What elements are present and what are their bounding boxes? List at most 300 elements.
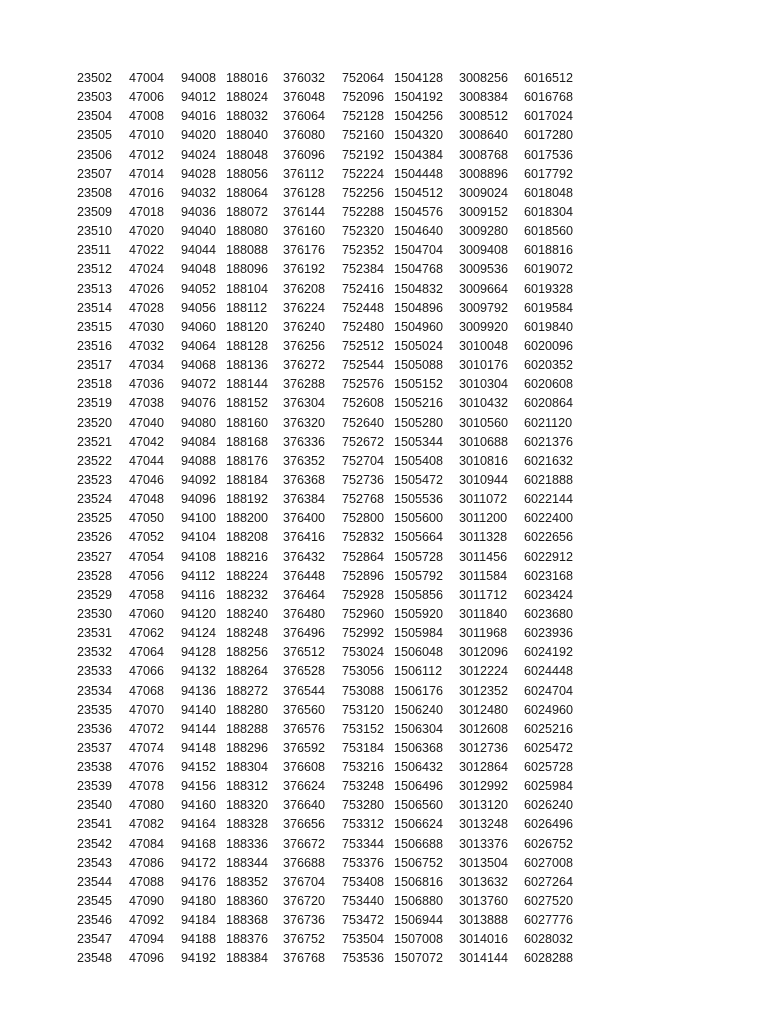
table-cell: 94112 xyxy=(181,568,216,583)
table-cell: 3012352 xyxy=(459,683,509,698)
table-cell: 3008512 xyxy=(459,109,509,124)
table-cell: 376080 xyxy=(283,128,326,143)
table-cell: 1505216 xyxy=(394,396,444,411)
table-cell: 47014 xyxy=(129,166,165,181)
table-cell: 753152 xyxy=(342,721,385,736)
table-cell: 47040 xyxy=(129,415,165,430)
table-cell: 23530 xyxy=(77,606,113,621)
table-cell: 1506240 xyxy=(394,702,444,717)
table-cell: 752896 xyxy=(342,568,385,583)
table-cell: 1504192 xyxy=(394,90,444,105)
table-cell: 1506688 xyxy=(394,836,444,851)
table-cell: 376448 xyxy=(283,568,326,583)
table-cell: 1504704 xyxy=(394,243,444,258)
table-cell: 3010304 xyxy=(459,377,509,392)
table-cell: 188120 xyxy=(226,319,269,334)
table-cell: 753088 xyxy=(342,683,385,698)
table-cell: 94016 xyxy=(181,109,217,124)
table-cell: 47024 xyxy=(129,262,165,277)
table-row xyxy=(0,624,768,643)
table-cell: 6021376 xyxy=(524,434,574,449)
table-cell: 94120 xyxy=(181,606,217,621)
table-cell: 23505 xyxy=(77,128,113,143)
table-cell: 1506560 xyxy=(394,798,444,813)
table-cell: 188224 xyxy=(226,568,269,583)
table-cell: 94104 xyxy=(181,530,217,545)
table-cell: 1505984 xyxy=(394,626,444,641)
table-cell: 47028 xyxy=(129,300,165,315)
table-cell: 1504960 xyxy=(394,319,444,334)
table-cell: 376240 xyxy=(283,319,326,334)
table-row xyxy=(0,548,768,567)
table-cell: 3010816 xyxy=(459,453,509,468)
table-cell: 94192 xyxy=(181,951,217,966)
table-cell: 3010944 xyxy=(459,472,509,487)
table-cell: 188040 xyxy=(226,128,269,143)
table-cell: 3008256 xyxy=(459,71,509,85)
table-cell: 3012736 xyxy=(459,740,509,755)
table-cell: 376768 xyxy=(283,951,326,966)
table-cell: 752128 xyxy=(342,109,385,124)
table-cell: 94160 xyxy=(181,798,217,813)
table-cell: 6022144 xyxy=(524,492,574,507)
table-cell: 1506816 xyxy=(394,874,444,889)
table-cell: 6022400 xyxy=(524,511,574,526)
table-cell: 6028032 xyxy=(524,932,574,947)
table-cell: 47058 xyxy=(129,587,165,602)
table-cell: 1507008 xyxy=(394,932,444,947)
table-cell: 376320 xyxy=(283,415,326,430)
table-cell: 6021632 xyxy=(524,453,574,468)
table-row xyxy=(0,414,768,433)
table-cell: 188032 xyxy=(226,109,269,124)
table-row xyxy=(0,88,768,107)
table-row xyxy=(0,586,768,605)
table-cell: 1505536 xyxy=(394,492,444,507)
table-cell: 6017536 xyxy=(524,147,574,162)
table-cell: 3011712 xyxy=(459,587,508,602)
table-cell: 753376 xyxy=(342,855,385,870)
table-cell: 1505600 xyxy=(394,511,444,526)
table-cell: 1505408 xyxy=(394,453,444,468)
table-cell: 1504896 xyxy=(394,300,444,315)
table-cell: 753536 xyxy=(342,951,385,966)
table-cell: 752800 xyxy=(342,511,385,526)
table-cell: 6025728 xyxy=(524,760,574,775)
table-cell: 1507072 xyxy=(394,951,444,966)
table-row xyxy=(0,337,768,356)
table-cell: 47034 xyxy=(129,358,165,373)
table-cell: 1505728 xyxy=(394,549,444,564)
table-cell: 376144 xyxy=(283,204,326,219)
table-cell: 94056 xyxy=(181,300,217,315)
table-cell: 94068 xyxy=(181,358,217,373)
table-cell: 376064 xyxy=(283,109,326,124)
table-cell: 752768 xyxy=(342,492,385,507)
table-cell: 3009408 xyxy=(459,243,509,258)
table-cell: 3009280 xyxy=(459,224,509,239)
table-cell: 23541 xyxy=(77,817,113,832)
table-cell: 188352 xyxy=(226,874,269,889)
table-cell: 23511 xyxy=(77,243,112,258)
table-cell: 753312 xyxy=(342,817,385,832)
table-cell: 6022656 xyxy=(524,530,574,545)
table-cell: 752608 xyxy=(342,396,385,411)
table-cell: 1504512 xyxy=(394,185,444,200)
table-cell: 6026240 xyxy=(524,798,574,813)
table-cell: 376528 xyxy=(283,664,326,679)
table-cell: 23546 xyxy=(77,913,113,928)
table-cell: 753440 xyxy=(342,894,385,909)
table-cell: 376128 xyxy=(283,185,326,200)
table-row xyxy=(0,203,768,222)
table-cell: 6021888 xyxy=(524,472,574,487)
table-cell: 188376 xyxy=(226,932,269,947)
table-cell: 94064 xyxy=(181,338,217,353)
table-cell: 47068 xyxy=(129,683,165,698)
table-row xyxy=(0,854,768,873)
table-row xyxy=(0,280,768,299)
table-row xyxy=(0,509,768,528)
table-cell: 188288 xyxy=(226,721,269,736)
table-row xyxy=(0,471,768,490)
table-cell: 188248 xyxy=(226,626,269,641)
table-cell: 3013120 xyxy=(459,798,509,813)
table-cell: 1505664 xyxy=(394,530,444,545)
table-cell: 752352 xyxy=(342,243,385,258)
table-cell: 3011584 xyxy=(459,568,508,583)
table-cell: 23519 xyxy=(77,396,113,411)
table-cell: 6025472 xyxy=(524,740,574,755)
table-cell: 23512 xyxy=(77,262,113,277)
table-cell: 47036 xyxy=(129,377,165,392)
table-cell: 6018304 xyxy=(524,204,574,219)
table-cell: 752480 xyxy=(342,319,385,334)
table-cell: 188064 xyxy=(226,185,269,200)
table-cell: 376688 xyxy=(283,855,326,870)
table-cell: 94040 xyxy=(181,224,217,239)
table-cell: 47050 xyxy=(129,511,165,526)
table-cell: 3009152 xyxy=(459,204,509,219)
table-cell: 94140 xyxy=(181,702,217,717)
table-cell: 1506944 xyxy=(394,913,444,928)
table-row xyxy=(0,815,768,834)
table-cell: 376224 xyxy=(283,300,326,315)
table-cell: 23503 xyxy=(77,90,113,105)
table-cell: 23535 xyxy=(77,702,113,717)
table-cell: 376720 xyxy=(283,894,326,909)
table-cell: 752704 xyxy=(342,453,385,468)
table-cell: 376576 xyxy=(283,721,326,736)
table-cell: 6023424 xyxy=(524,587,574,602)
table-cell: 94148 xyxy=(181,740,217,755)
table-cell: 47086 xyxy=(129,855,165,870)
table-cell: 94172 xyxy=(181,855,217,870)
table-cell: 94144 xyxy=(181,721,217,736)
table-cell: 188304 xyxy=(226,760,269,775)
table-cell: 752544 xyxy=(342,358,385,373)
table-cell: 188056 xyxy=(226,166,269,181)
table-cell: 1504256 xyxy=(394,109,444,124)
table-cell: 47088 xyxy=(129,874,165,889)
table-cell: 376512 xyxy=(283,645,326,660)
table-cell: 94032 xyxy=(181,185,217,200)
table-row xyxy=(0,777,768,796)
table-cell: 376416 xyxy=(283,530,326,545)
table-cell: 1506624 xyxy=(394,817,444,832)
table-cell: 3011840 xyxy=(459,606,508,621)
table-cell: 376368 xyxy=(283,472,326,487)
table-cell: 752448 xyxy=(342,300,385,315)
table-cell: 1506176 xyxy=(394,683,444,698)
table-cell: 47072 xyxy=(129,721,165,736)
table-cell: 23532 xyxy=(77,645,113,660)
table-cell: 752192 xyxy=(342,147,385,162)
table-cell: 752960 xyxy=(342,606,385,621)
table-cell: 6027264 xyxy=(524,874,574,889)
table-cell: 6016768 xyxy=(524,90,574,105)
table-row xyxy=(0,528,768,547)
table-cell: 376464 xyxy=(283,587,326,602)
table-cell: 47030 xyxy=(129,319,165,334)
table-cell: 94188 xyxy=(181,932,217,947)
table-cell: 752736 xyxy=(342,472,385,487)
table-cell: 1504640 xyxy=(394,224,444,239)
table-cell: 3012480 xyxy=(459,702,509,717)
table-cell: 3013376 xyxy=(459,836,509,851)
table-cell: 3009536 xyxy=(459,262,509,277)
table-cell: 188160 xyxy=(226,415,269,430)
table-cell: 752384 xyxy=(342,262,385,277)
table-cell: 23545 xyxy=(77,894,113,909)
table-cell: 23542 xyxy=(77,836,113,851)
table-cell: 47078 xyxy=(129,779,165,794)
table-cell: 47090 xyxy=(129,894,165,909)
table-cell: 6023168 xyxy=(524,568,574,583)
table-cell: 3008640 xyxy=(459,128,509,143)
table-cell: 376704 xyxy=(283,874,326,889)
table-cell: 752064 xyxy=(342,71,385,85)
table-cell: 3010432 xyxy=(459,396,509,411)
table-cell: 94088 xyxy=(181,453,217,468)
table-cell: 94100 xyxy=(181,511,217,526)
table-cell: 6020352 xyxy=(524,358,574,373)
table-row xyxy=(0,260,768,279)
table-cell: 6027008 xyxy=(524,855,574,870)
table-cell: 6018048 xyxy=(524,185,574,200)
table-cell: 1504384 xyxy=(394,147,444,162)
table-cell: 3014144 xyxy=(459,951,509,966)
table-cell: 188112 xyxy=(226,300,268,315)
table-cell: 94116 xyxy=(181,587,216,602)
table-cell: 23516 xyxy=(77,338,113,353)
table-cell: 6022912 xyxy=(524,549,574,564)
table-cell: 23548 xyxy=(77,951,113,966)
table-cell: 752864 xyxy=(342,549,385,564)
table-cell: 1505856 xyxy=(394,587,444,602)
table-cell: 94132 xyxy=(181,664,217,679)
table-cell: 188128 xyxy=(226,338,269,353)
table-cell: 23504 xyxy=(77,109,113,124)
table-cell: 3012992 xyxy=(459,779,509,794)
table-row xyxy=(0,318,768,337)
table-cell: 1506496 xyxy=(394,779,444,794)
table-cell: 94176 xyxy=(181,874,217,889)
table-cell: 753120 xyxy=(342,702,385,717)
table-cell: 1505152 xyxy=(394,377,444,392)
table-cell: 188320 xyxy=(226,798,269,813)
table-cell: 376160 xyxy=(283,224,326,239)
table-cell: 47018 xyxy=(129,204,165,219)
table-cell: 752640 xyxy=(342,415,385,430)
table-cell: 47070 xyxy=(129,702,165,717)
table-row xyxy=(0,605,768,624)
table-cell: 94052 xyxy=(181,281,217,296)
table-cell: 376192 xyxy=(283,262,326,277)
table-cell: 188048 xyxy=(226,147,269,162)
table-cell: 3012608 xyxy=(459,721,509,736)
table-cell: 753024 xyxy=(342,645,385,660)
table-cell: 6024704 xyxy=(524,683,574,698)
table-cell: 753216 xyxy=(342,760,385,775)
table-cell: 47006 xyxy=(129,90,165,105)
table-cell: 188256 xyxy=(226,645,269,660)
table-cell: 188016 xyxy=(226,71,269,85)
table-cell: 23528 xyxy=(77,568,113,583)
table-cell: 47042 xyxy=(129,434,165,449)
table-cell: 753504 xyxy=(342,932,385,947)
table-row xyxy=(0,241,768,260)
table-cell: 47092 xyxy=(129,913,165,928)
table-cell: 188096 xyxy=(226,262,269,277)
table-cell: 188176 xyxy=(226,453,269,468)
table-cell: 1506304 xyxy=(394,721,444,736)
table-cell: 94164 xyxy=(181,817,217,832)
table-cell: 23547 xyxy=(77,932,113,947)
table-cell: 23514 xyxy=(77,300,113,315)
table-cell: 376032 xyxy=(283,71,326,85)
table-cell: 94108 xyxy=(181,549,217,564)
table-cell: 752224 xyxy=(342,166,385,181)
table-cell: 376560 xyxy=(283,702,326,717)
table-cell: 47094 xyxy=(129,932,165,947)
table-cell: 47026 xyxy=(129,281,165,296)
table-cell: 376672 xyxy=(283,836,326,851)
table-cell: 188240 xyxy=(226,606,269,621)
table-cell: 23522 xyxy=(77,453,113,468)
table-cell: 23507 xyxy=(77,166,113,181)
table-cell: 1505472 xyxy=(394,472,444,487)
table-cell: 94180 xyxy=(181,894,217,909)
table-cell: 94096 xyxy=(181,492,217,507)
table-cell: 6025984 xyxy=(524,779,574,794)
table-cell: 188368 xyxy=(226,913,269,928)
table-cell: 6026496 xyxy=(524,817,574,832)
table-row xyxy=(0,356,768,375)
table-cell: 6027776 xyxy=(524,913,574,928)
table-cell: 23536 xyxy=(77,721,113,736)
table-cell: 94072 xyxy=(181,377,217,392)
table-cell: 3011968 xyxy=(459,626,508,641)
table-row xyxy=(0,126,768,145)
table-row xyxy=(0,739,768,758)
table-cell: 47064 xyxy=(129,645,165,660)
table-cell: 753248 xyxy=(342,779,385,794)
table-cell: 23502 xyxy=(77,71,113,85)
table-cell: 3008768 xyxy=(459,147,509,162)
table-cell: 1504832 xyxy=(394,281,444,296)
table-cell: 188072 xyxy=(226,204,269,219)
table-cell: 23537 xyxy=(77,740,113,755)
table-cell: 94184 xyxy=(181,913,217,928)
table-cell: 6019584 xyxy=(524,300,574,315)
table-cell: 3013760 xyxy=(459,894,509,909)
table-row xyxy=(0,299,768,318)
table-cell: 6017792 xyxy=(524,166,574,181)
table-cell: 188184 xyxy=(226,472,269,487)
table-cell: 23531 xyxy=(77,626,113,641)
table-cell: 47054 xyxy=(129,549,165,564)
table-cell: 1504576 xyxy=(394,204,444,219)
table-cell: 47052 xyxy=(129,530,165,545)
table-cell: 1504768 xyxy=(394,262,444,277)
table-row xyxy=(0,490,768,509)
table-cell: 3012224 xyxy=(459,664,509,679)
table-cell: 6024192 xyxy=(524,645,574,660)
table-cell: 94168 xyxy=(181,836,217,851)
table-cell: 1505088 xyxy=(394,358,444,373)
table-cell: 94080 xyxy=(181,415,217,430)
table-cell: 752576 xyxy=(342,377,385,392)
table-cell: 1506880 xyxy=(394,894,444,909)
table-cell: 1505344 xyxy=(394,434,444,449)
table-row xyxy=(0,835,768,854)
table-cell: 94136 xyxy=(181,683,217,698)
table-cell: 23513 xyxy=(77,281,113,296)
table-cell: 23540 xyxy=(77,798,113,813)
table-cell: 188264 xyxy=(226,664,269,679)
table-cell: 6024448 xyxy=(524,664,574,679)
table-cell: 94092 xyxy=(181,472,217,487)
table-cell: 47008 xyxy=(129,109,165,124)
table-cell: 6019840 xyxy=(524,319,574,334)
table-cell: 23526 xyxy=(77,530,113,545)
table-cell: 376304 xyxy=(283,396,326,411)
table-cell: 752320 xyxy=(342,224,385,239)
table-cell: 6024960 xyxy=(524,702,574,717)
table-cell: 188152 xyxy=(226,396,269,411)
table-cell: 188104 xyxy=(226,281,269,296)
table-cell: 376336 xyxy=(283,434,326,449)
table-cell: 94124 xyxy=(181,626,217,641)
table-cell: 23544 xyxy=(77,874,113,889)
table-cell: 6026752 xyxy=(524,836,574,851)
table-cell: 47010 xyxy=(129,128,165,143)
table-cell: 188312 xyxy=(226,779,269,794)
table-cell: 23525 xyxy=(77,511,113,526)
table-cell: 376592 xyxy=(283,740,326,755)
table-cell: 188336 xyxy=(226,836,269,851)
table-cell: 23534 xyxy=(77,683,113,698)
table-cell: 94128 xyxy=(181,645,217,660)
table-cell: 3010048 xyxy=(459,338,509,353)
table-cell: 23539 xyxy=(77,779,113,794)
table-cell: 188168 xyxy=(226,434,269,449)
table-cell: 188232 xyxy=(226,587,269,602)
table-cell: 376288 xyxy=(283,377,326,392)
table-cell: 188080 xyxy=(226,224,269,239)
table-cell: 188384 xyxy=(226,951,269,966)
